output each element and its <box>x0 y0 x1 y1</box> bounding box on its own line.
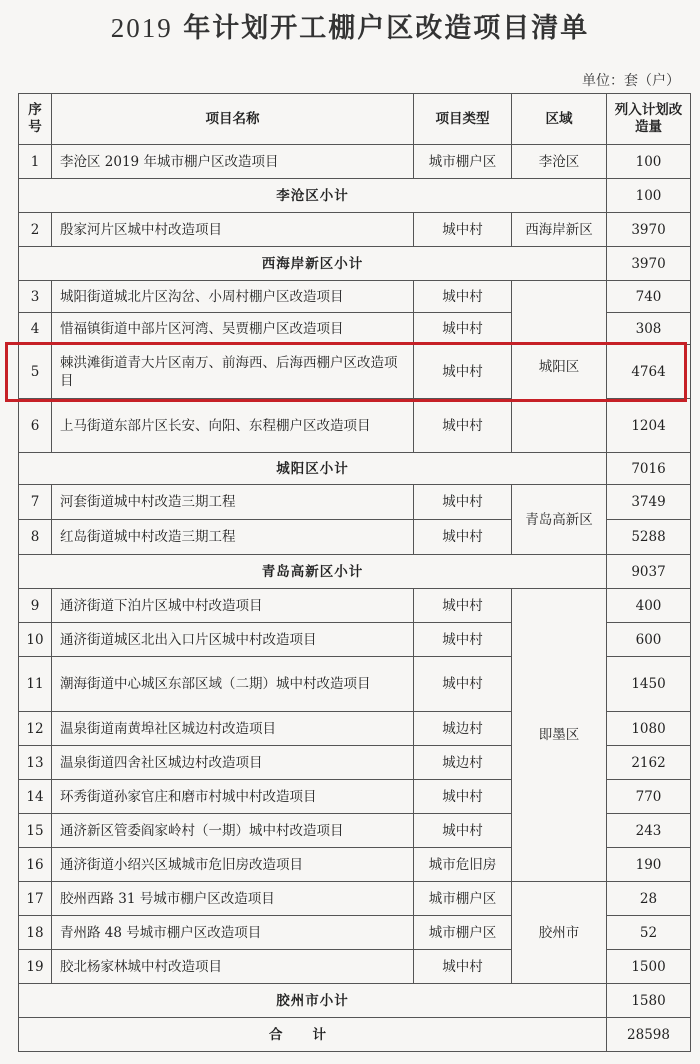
subtotal-amount: 7016 <box>607 453 691 485</box>
subtotal-row <box>19 247 691 281</box>
row-amount: 100 <box>607 145 691 179</box>
subtotal-amount: 3970 <box>607 247 691 281</box>
row-name: 李沧区 2019 年城市棚户区改造项目 <box>52 145 414 179</box>
total-amount: 28598 <box>607 1018 691 1052</box>
row-amount: 1080 <box>607 712 691 746</box>
row-no: 11 <box>19 657 52 712</box>
row-amount: 1204 <box>607 399 691 453</box>
row-no: 17 <box>19 882 52 916</box>
row-type: 城市棚户区 <box>414 916 512 950</box>
table-row <box>19 281 691 313</box>
row-amount: 3970 <box>607 213 691 247</box>
row-name: 棘洪滩街道青大片区南万、前海西、后海西棚户区改造项目 <box>52 345 414 399</box>
row-amount: 243 <box>607 814 691 848</box>
row-name: 通济新区管委阎家岭村（一期）城中村改造项目 <box>52 814 414 848</box>
row-no: 14 <box>19 780 52 814</box>
row-type: 城中村 <box>414 657 512 712</box>
row-type: 城中村 <box>414 814 512 848</box>
row-type: 城中村 <box>414 780 512 814</box>
title-year: 2019 <box>110 13 173 43</box>
row-amount: 3749 <box>607 485 691 520</box>
row-name: 河套街道城中村改造三期工程 <box>52 485 414 520</box>
subtotal-label: 胶州市小计 <box>19 984 607 1018</box>
row-no: 5 <box>19 345 52 399</box>
subtotal-row <box>19 179 691 213</box>
table-row <box>19 485 691 520</box>
title-text: 年计划开工棚户区改造项目清单 <box>183 13 590 44</box>
row-no: 13 <box>19 746 52 780</box>
subtotal-row <box>19 555 691 589</box>
row-type: 城中村 <box>414 623 512 657</box>
row-type: 城市棚户区 <box>414 145 512 179</box>
row-name: 惜福镇街道中部片区河湾、吴贾棚户区改造项目 <box>52 313 414 345</box>
subtotal-label: 李沧区小计 <box>19 179 607 213</box>
row-region: 西海岸新区 <box>512 213 607 247</box>
row-no: 4 <box>19 313 52 345</box>
total-row <box>19 1018 691 1052</box>
subtotal-label: 城阳区小计 <box>19 453 607 485</box>
row-name: 温泉街道四舍社区城边村改造项目 <box>52 746 414 780</box>
row-type: 城中村 <box>414 345 512 399</box>
subtotal-amount: 9037 <box>607 555 691 589</box>
row-amount: 600 <box>607 623 691 657</box>
row-name: 温泉街道南黄埠社区城边村改造项目 <box>52 712 414 746</box>
row-no: 8 <box>19 520 52 555</box>
row-name: 潮海街道中心城区东部区域（二期）城中村改造项目 <box>52 657 414 712</box>
row-name: 通济街道城区北出入口片区城中村改造项目 <box>52 623 414 657</box>
row-type: 城中村 <box>414 589 512 623</box>
table-row <box>19 882 691 916</box>
subtotal-label: 西海岸新区小计 <box>19 247 607 281</box>
row-name: 红岛街道城中村改造三期工程 <box>52 520 414 555</box>
row-amount: 2162 <box>607 746 691 780</box>
row-no: 15 <box>19 814 52 848</box>
row-name: 环秀街道孙家官庄和磨市村城中村改造项目 <box>52 780 414 814</box>
subtotal-label: 青岛高新区小计 <box>19 555 607 589</box>
row-no: 3 <box>19 281 52 313</box>
row-type: 城中村 <box>414 313 512 345</box>
row-amount: 4764 <box>607 345 691 399</box>
row-no: 9 <box>19 589 52 623</box>
row-type: 城市危旧房 <box>414 848 512 882</box>
table-row <box>19 589 691 623</box>
row-type: 城中村 <box>414 950 512 984</box>
row-name: 胶州西路 31 号城市棚户区改造项目 <box>52 882 414 916</box>
row-name: 上马街道东部片区长安、向阳、东程棚户区改造项目 <box>52 399 414 453</box>
row-no: 1 <box>19 145 52 179</box>
row-no: 7 <box>19 485 52 520</box>
row-type: 城边村 <box>414 746 512 780</box>
header-type: 项目类型 <box>414 94 512 145</box>
row-amount: 1450 <box>607 657 691 712</box>
row-region: 即墨区 <box>512 589 607 882</box>
row-amount: 28 <box>607 882 691 916</box>
row-type: 城边村 <box>414 712 512 746</box>
header-region: 区域 <box>512 94 607 145</box>
table-row <box>19 145 691 179</box>
project-table <box>18 93 691 1052</box>
unit-label: 单位：套（户） <box>582 73 680 89</box>
row-amount: 400 <box>607 589 691 623</box>
subtotal-row <box>19 453 691 485</box>
row-type: 城中村 <box>414 213 512 247</box>
row-name: 城阳街道城北片区沟岔、小周村棚户区改造项目 <box>52 281 414 313</box>
row-name: 殷家河片区城中村改造项目 <box>52 213 414 247</box>
row-amount: 5288 <box>607 520 691 555</box>
row-type: 城中村 <box>414 399 512 453</box>
row-no: 12 <box>19 712 52 746</box>
header-no: 序号 <box>19 94 52 145</box>
row-amount: 308 <box>607 313 691 345</box>
row-name: 通济街道下泊片区城中村改造项目 <box>52 589 414 623</box>
row-region: 青岛高新区 <box>512 485 607 555</box>
row-amount: 1500 <box>607 950 691 984</box>
row-type: 城中村 <box>414 281 512 313</box>
subtotal-amount: 1580 <box>607 984 691 1018</box>
row-name: 胶北杨家林城中村改造项目 <box>52 950 414 984</box>
table-header-row <box>19 94 691 145</box>
row-no: 10 <box>19 623 52 657</box>
row-type: 城中村 <box>414 485 512 520</box>
row-name: 通济街道小绍兴区城城市危旧房改造项目 <box>52 848 414 882</box>
row-amount: 740 <box>607 281 691 313</box>
row-amount: 770 <box>607 780 691 814</box>
total-label: 合计 <box>19 1018 607 1052</box>
header-amount: 列入计划改造量 <box>607 94 691 145</box>
subtotal-amount: 100 <box>607 179 691 213</box>
page-title <box>0 6 700 45</box>
row-amount: 190 <box>607 848 691 882</box>
row-region: 胶州市 <box>512 882 607 984</box>
row-type: 城市棚户区 <box>414 882 512 916</box>
row-no: 16 <box>19 848 52 882</box>
row-type: 城中村 <box>414 520 512 555</box>
row-region: 李沧区 <box>512 145 607 179</box>
row-no: 18 <box>19 916 52 950</box>
row-no: 19 <box>19 950 52 984</box>
row-region: 城阳区 <box>512 281 607 453</box>
row-no: 6 <box>19 399 52 453</box>
row-no: 2 <box>19 213 52 247</box>
table-row <box>19 213 691 247</box>
subtotal-row <box>19 984 691 1018</box>
header-name: 项目名称 <box>52 94 414 145</box>
row-name: 青州路 48 号城市棚户区改造项目 <box>52 916 414 950</box>
row-amount: 52 <box>607 916 691 950</box>
